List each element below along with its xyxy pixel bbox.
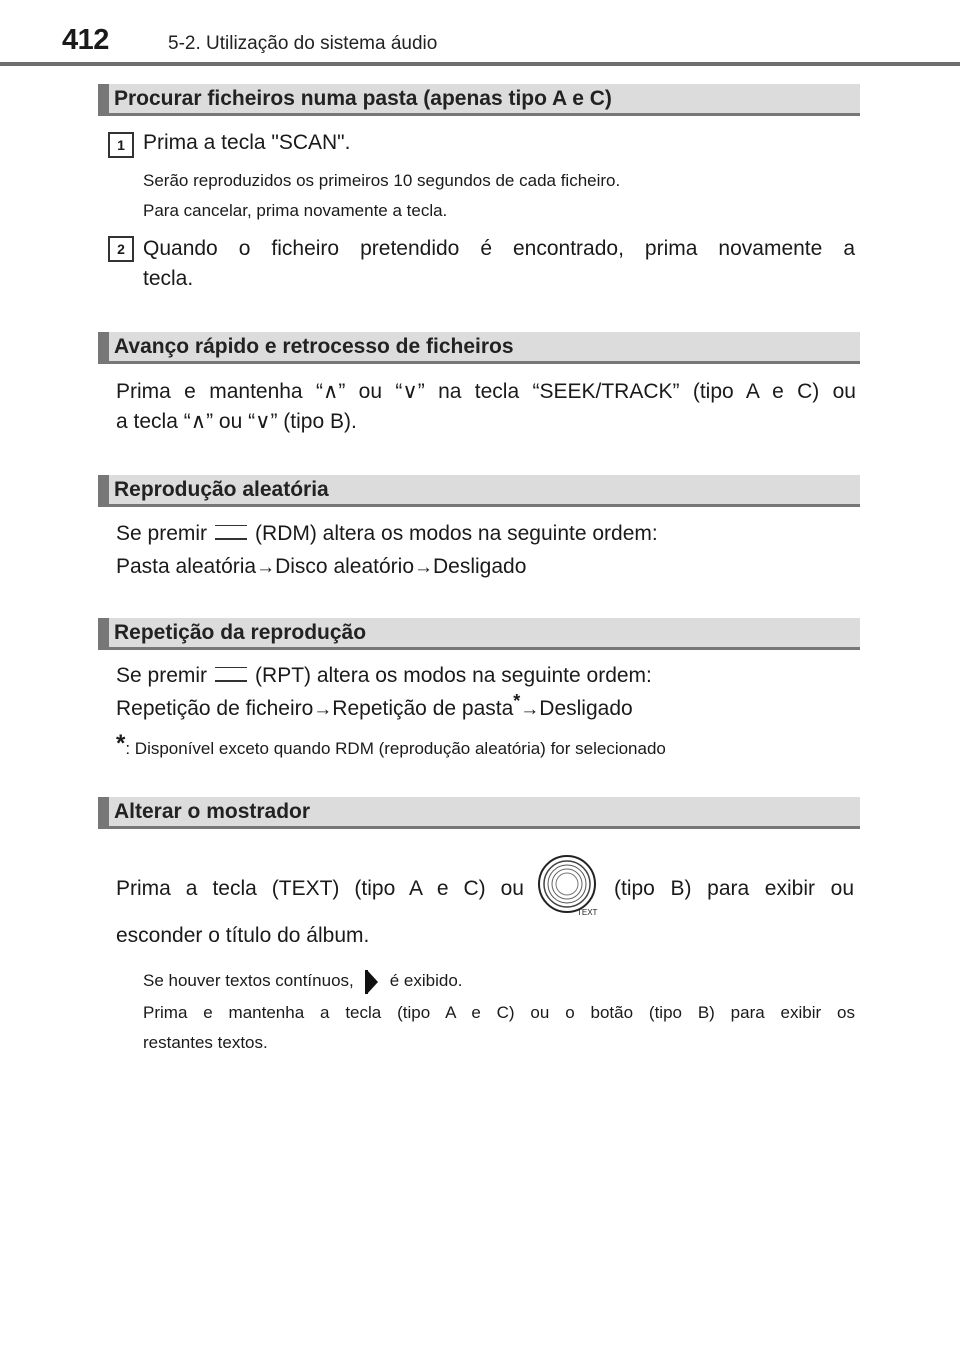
text-knob-icon	[537, 852, 611, 918]
display-line-2: esconder o título do álbum.	[116, 924, 370, 947]
repeat-text-a: Se premir	[116, 664, 208, 687]
section-heading-seek	[98, 332, 860, 364]
section-title: Reprodução aleatória	[114, 478, 329, 501]
random-mode-1: Pasta aleatória	[116, 555, 257, 578]
knob-label: TEXT	[577, 908, 598, 917]
repeat-line-1	[116, 661, 652, 691]
step2-line-1: Quando o ficheiro pretendido é encontrado, prima novamente a	[143, 237, 855, 260]
step-badge-1: 1	[108, 132, 134, 158]
arrow-right-icon: →	[256, 557, 276, 578]
random-mode-2: Disco aleatório	[275, 555, 414, 578]
seek-line-2: a tecla “∧” ou “∨” (tipo B).	[116, 410, 357, 433]
footnote-star: *	[116, 730, 126, 758]
display-note-2-line-1: Prima e mantenha a tecla (tipo A e C) ou o botão (tipo B) para exibir os	[143, 1003, 855, 1022]
repeat-modes	[116, 691, 633, 725]
step-badge-2: 2	[108, 236, 134, 262]
rdm-button-icon	[215, 525, 247, 540]
section-title: Avanço rápido e retrocesso de ficheiros	[114, 335, 514, 358]
repeat-mode-1: Repetição de ficheiro	[116, 697, 314, 720]
seek-line-1: Prima e mantenha “∧” ou “∨” na tecla “SEEK/TRACK” (tipo A e C) ou	[116, 380, 856, 403]
page-number: 412	[62, 24, 109, 56]
arrow-right-icon: →	[414, 557, 433, 578]
footnote-marker: *	[513, 691, 521, 711]
random-mode-3: Desligado	[433, 555, 527, 578]
repeat-footnote	[116, 730, 666, 760]
seek-paragraph	[116, 377, 856, 437]
repeat-text-b: (RPT) altera os modos na seguinte ordem:	[255, 664, 652, 687]
section-title: Procurar ficheiros numa pasta (apenas tipo A e C)	[114, 87, 612, 110]
section-heading-random	[98, 475, 860, 507]
display-note-1	[143, 967, 463, 996]
page-header	[0, 0, 960, 66]
step1-note-2: Para cancelar, prima novamente a tecla.	[143, 201, 448, 220]
scroll-indicator-icon	[364, 968, 380, 996]
step1-text: Prima a tecla "SCAN".	[143, 131, 351, 154]
random-line-1	[116, 519, 658, 549]
footnote-text: : Disponível exceto quando RDM (reprodução aleatória) for selecionado	[125, 739, 666, 758]
step2-line-2: tecla.	[143, 267, 194, 290]
display-note-1b: é exibido.	[389, 971, 463, 990]
chapter-title: 5-2. Utilização do sistema áudio	[168, 33, 438, 54]
display-note-1a: Se houver textos contínuos,	[143, 971, 354, 990]
section-heading-repeat	[98, 618, 860, 650]
display-note-2-line-2: restantes textos.	[143, 1033, 268, 1052]
step2-text	[143, 234, 855, 294]
display-line-1a: Prima a tecla (TEXT) (tipo A e C) ou	[116, 877, 524, 900]
arrow-right-icon: →	[520, 699, 540, 720]
section-heading-display	[98, 797, 860, 829]
section-title: Repetição da reprodução	[114, 621, 367, 644]
display-note-2	[143, 998, 855, 1058]
random-modes	[116, 552, 526, 583]
display-line-1b: (tipo B) para exibir ou	[614, 877, 854, 900]
rpt-button-icon	[215, 667, 247, 682]
repeat-mode-2: Repetição de pasta	[332, 697, 514, 720]
arrow-right-icon: →	[313, 699, 333, 720]
section-title: Alterar o mostrador	[114, 800, 311, 823]
header-rule	[0, 62, 960, 66]
random-text-a: Se premir	[116, 522, 208, 545]
repeat-mode-3: Desligado	[539, 697, 633, 720]
step1-note-1: Serão reproduzidos os primeiros 10 segundos de cada ficheiro.	[143, 171, 621, 190]
random-text-b: (RDM) altera os modos na seguinte ordem:	[255, 522, 658, 545]
section-heading-search	[98, 84, 860, 116]
